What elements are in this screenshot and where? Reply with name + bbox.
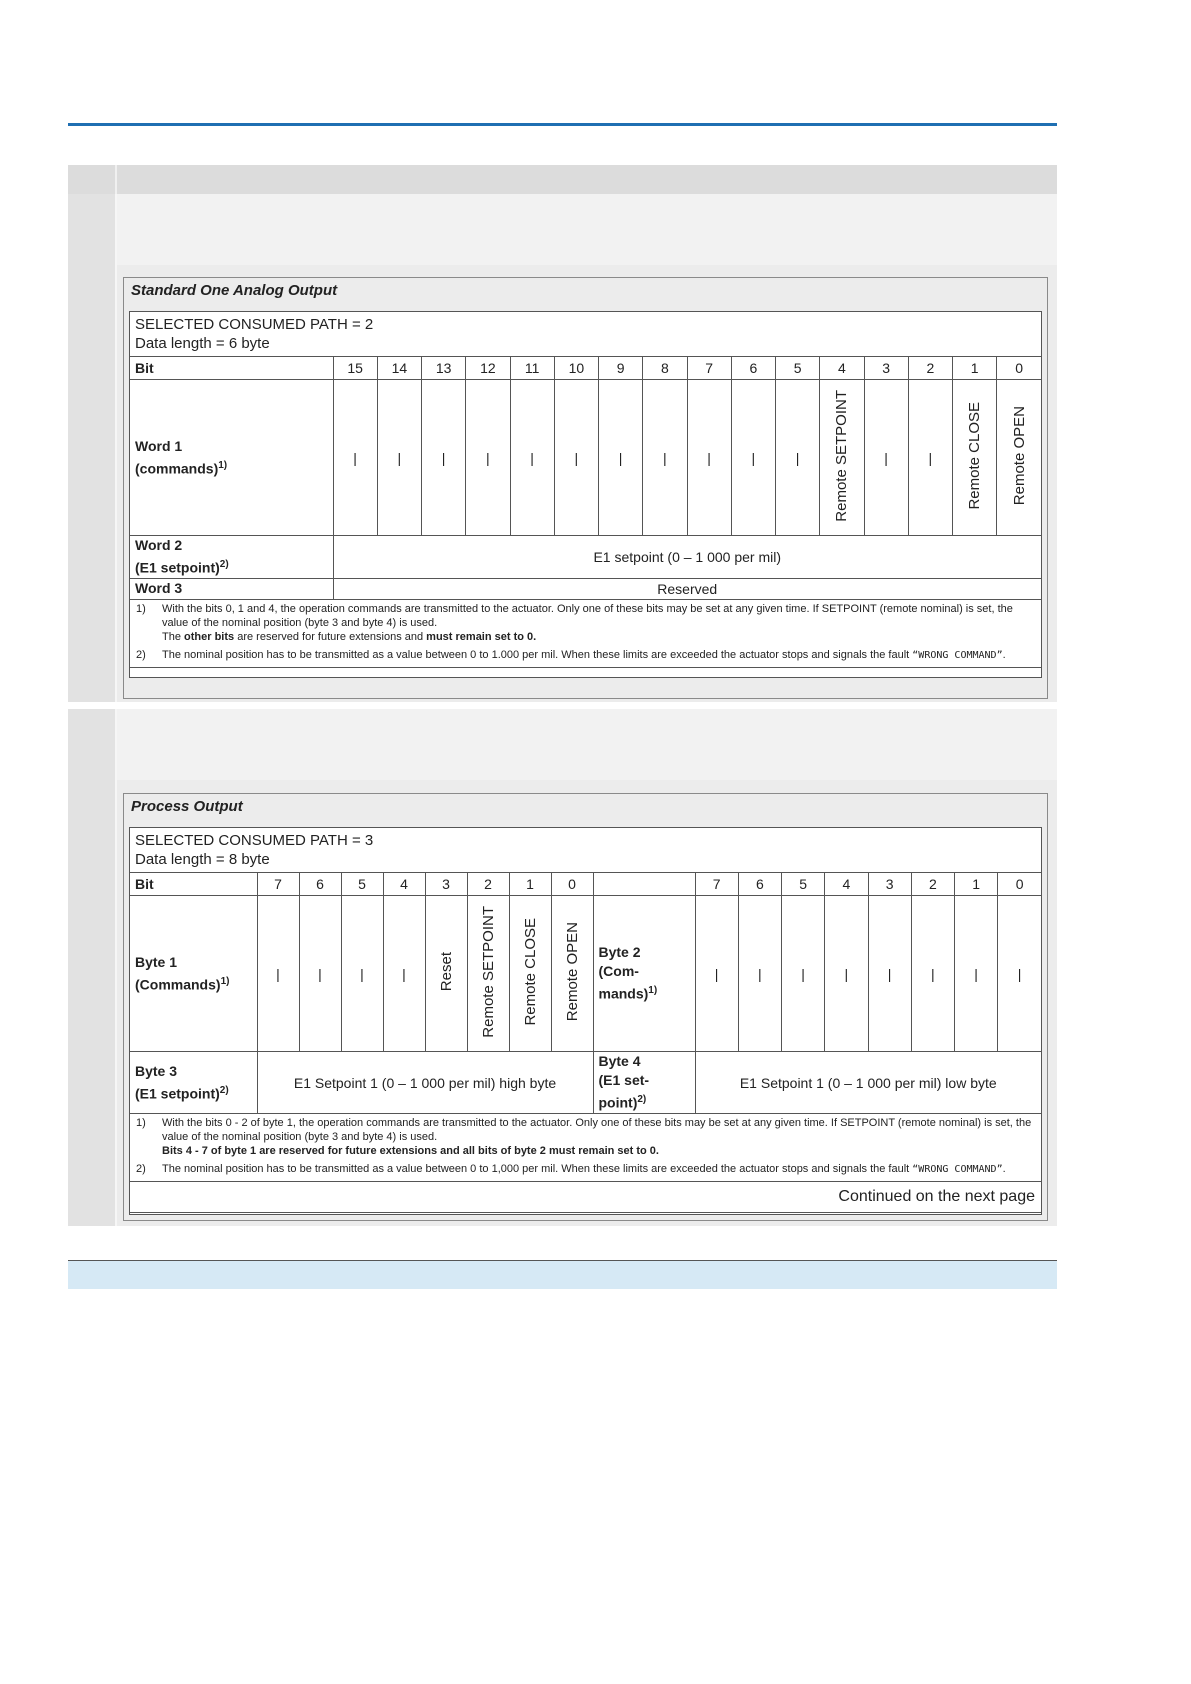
word3-label: Word 3 xyxy=(130,578,333,599)
byte1-label: Byte 1 (Commands)$^{1)}$ xyxy=(130,896,257,1052)
bit-cell: | xyxy=(257,896,299,1052)
byte3-value: E1 Setpoint 1 (0 – 1 000 per mil) high byte xyxy=(257,1052,593,1114)
bit-cell: | xyxy=(377,380,421,536)
bit-cell: | xyxy=(643,380,687,536)
bit-cell-remote-close: Remote CLOSE xyxy=(509,896,551,1052)
bit-cell: | xyxy=(738,896,781,1052)
bit-table xyxy=(130,312,1041,668)
word2-value: E1 setpoint (0 – 1 000 per mil) xyxy=(333,536,1041,579)
bit-number: 4 xyxy=(383,873,425,896)
bit-cell-remote-close: Remote CLOSE xyxy=(953,380,997,536)
footnote-2: 2) The nominal position has to be transmitted as a value between 0 to 1,000 per mil. When these limits are exceeded the actuator stops and signals the fault “WRONG COMMAND”. xyxy=(136,1163,1006,1175)
bit-number: 4 xyxy=(825,873,868,896)
footnote-2: 2) The nominal position has to be transmitted as a value between 0 to 1.000 per mil. When these limits are exceeded the actuator stops and signals the fault “WRONG COMMAND”. xyxy=(136,648,1006,661)
bit-cell: | xyxy=(383,896,425,1052)
bit-label: Bit xyxy=(130,873,257,896)
bit-number: 14 xyxy=(377,357,421,380)
bit-number: 13 xyxy=(422,357,466,380)
word2-label: Word 2 (E1 setpoint)$^{2)}$ xyxy=(130,536,333,579)
bit-number: 0 xyxy=(998,873,1041,896)
bit-cell: | xyxy=(341,896,383,1052)
bit-number: 6 xyxy=(738,873,781,896)
footnotes xyxy=(130,1114,1041,1182)
bit-cell: | xyxy=(782,896,825,1052)
bit-number: 0 xyxy=(551,873,593,896)
bit-cell: | xyxy=(911,896,954,1052)
bit-number: 7 xyxy=(687,357,731,380)
bit-cell: | xyxy=(422,380,466,536)
bit-cell-reset: Reset xyxy=(425,896,467,1052)
bit-cell: | xyxy=(687,380,731,536)
path-header: SELECTED CONSUMED PATH = 3 Data length = 8 byte xyxy=(130,828,1041,873)
bit-number: 0 xyxy=(997,357,1041,380)
bit-cell: | xyxy=(510,380,554,536)
bit-number: 7 xyxy=(695,873,738,896)
bit-number: 1 xyxy=(509,873,551,896)
figure-title: Process Output xyxy=(131,798,243,815)
bit-number: 15 xyxy=(333,357,377,380)
section-standard-output xyxy=(68,194,1057,702)
bit-cell: | xyxy=(554,380,598,536)
bit-number: 6 xyxy=(299,873,341,896)
bit-cell: | xyxy=(998,896,1041,1052)
byte-table xyxy=(130,828,1041,1213)
bit-cell: | xyxy=(599,380,643,536)
continued-note: Continued on the next page xyxy=(130,1182,1041,1213)
bit-number: 10 xyxy=(554,357,598,380)
layout-header-row xyxy=(68,165,1057,194)
section-process-output xyxy=(68,709,1057,1226)
layout-table xyxy=(68,165,1057,1226)
bit-number: 4 xyxy=(820,357,864,380)
figure-process-output xyxy=(123,793,1048,1221)
bit-cell: | xyxy=(299,896,341,1052)
bit-number: 5 xyxy=(776,357,820,380)
bit-cell: | xyxy=(864,380,908,536)
word1-label: Word 1 (commands)$^{1)}$ xyxy=(130,380,333,536)
bit-number: 11 xyxy=(510,357,554,380)
bit-cell: | xyxy=(955,896,998,1052)
bit-number: 3 xyxy=(868,873,911,896)
byte4-label: Byte 4 (E1 set- point)$^{2)}$ xyxy=(593,1052,695,1114)
bit-number: 9 xyxy=(599,357,643,380)
footer-band xyxy=(68,1261,1057,1289)
bit-number: 2 xyxy=(911,873,954,896)
bit-number: 5 xyxy=(782,873,825,896)
bit-number: 1 xyxy=(953,357,997,380)
footnote-1: 1) With the bits 0, 1 and 4, the operation commands are transmitted to the actuator. Only one of these bits may be set at any given time. If SETPOINT (remote nominal) is set, the value of the nominal position (byte 3 and byte 4) is used. The other bits are reserved for future extensions and must remain set to 0. xyxy=(136,602,1013,643)
bit-cell-remote-setpoint: Remote SETPOINT xyxy=(467,896,509,1052)
bit-cell: | xyxy=(776,380,820,536)
bit-cell: | xyxy=(695,896,738,1052)
bit-number: 3 xyxy=(425,873,467,896)
figure-standard-one-analog-output xyxy=(123,277,1048,699)
bit-cell: | xyxy=(908,380,952,536)
footnote-1: 1) With the bits 0 - 2 of byte 1, the operation commands are transmitted to the actuator. Only one of these bits may be set at any given time. If SETPOINT (remote nominal) is set, the value of the nominal position (byte 3 and byte 4) is used. Bits 4 - 7 of byte 1 are reserved for future extensions and all bits of byte 2 must remain set to 0. xyxy=(136,1117,1032,1157)
bit-number: 2 xyxy=(908,357,952,380)
byte2-label: Byte 2 (Com- mands)$^{1)}$ xyxy=(593,896,695,1052)
bit-cell: | xyxy=(333,380,377,536)
bit-number: 6 xyxy=(731,357,775,380)
bit-cell-remote-open: Remote OPEN xyxy=(997,380,1041,536)
bit-number: 7 xyxy=(257,873,299,896)
bit-cell-remote-open: Remote OPEN xyxy=(551,896,593,1052)
bit-label: Bit xyxy=(130,357,333,380)
bit-number: 8 xyxy=(643,357,687,380)
bit-cell: | xyxy=(466,380,510,536)
bit-number: 2 xyxy=(467,873,509,896)
footnotes xyxy=(130,599,1041,667)
header-rule xyxy=(68,123,1057,126)
bit-number: 12 xyxy=(466,357,510,380)
bit-number: 5 xyxy=(341,873,383,896)
bit-number: 1 xyxy=(955,873,998,896)
path-header: SELECTED CONSUMED PATH = 2 Data length = 6 byte xyxy=(130,312,1041,357)
byte4-value: E1 Setpoint 1 (0 – 1 000 per mil) low byte xyxy=(695,1052,1041,1114)
bit-cell: | xyxy=(731,380,775,536)
bit-spacer xyxy=(593,873,695,896)
figure-title: Standard One Analog Output xyxy=(131,282,338,299)
word3-value: Reserved xyxy=(333,578,1041,599)
byte3-label: Byte 3 (E1 setpoint)$^{2)}$ xyxy=(130,1052,257,1114)
bit-number: 3 xyxy=(864,357,908,380)
bit-cell-remote-setpoint: Remote SETPOINT xyxy=(820,380,864,536)
bit-cell: | xyxy=(825,896,868,1052)
bit-cell: | xyxy=(868,896,911,1052)
